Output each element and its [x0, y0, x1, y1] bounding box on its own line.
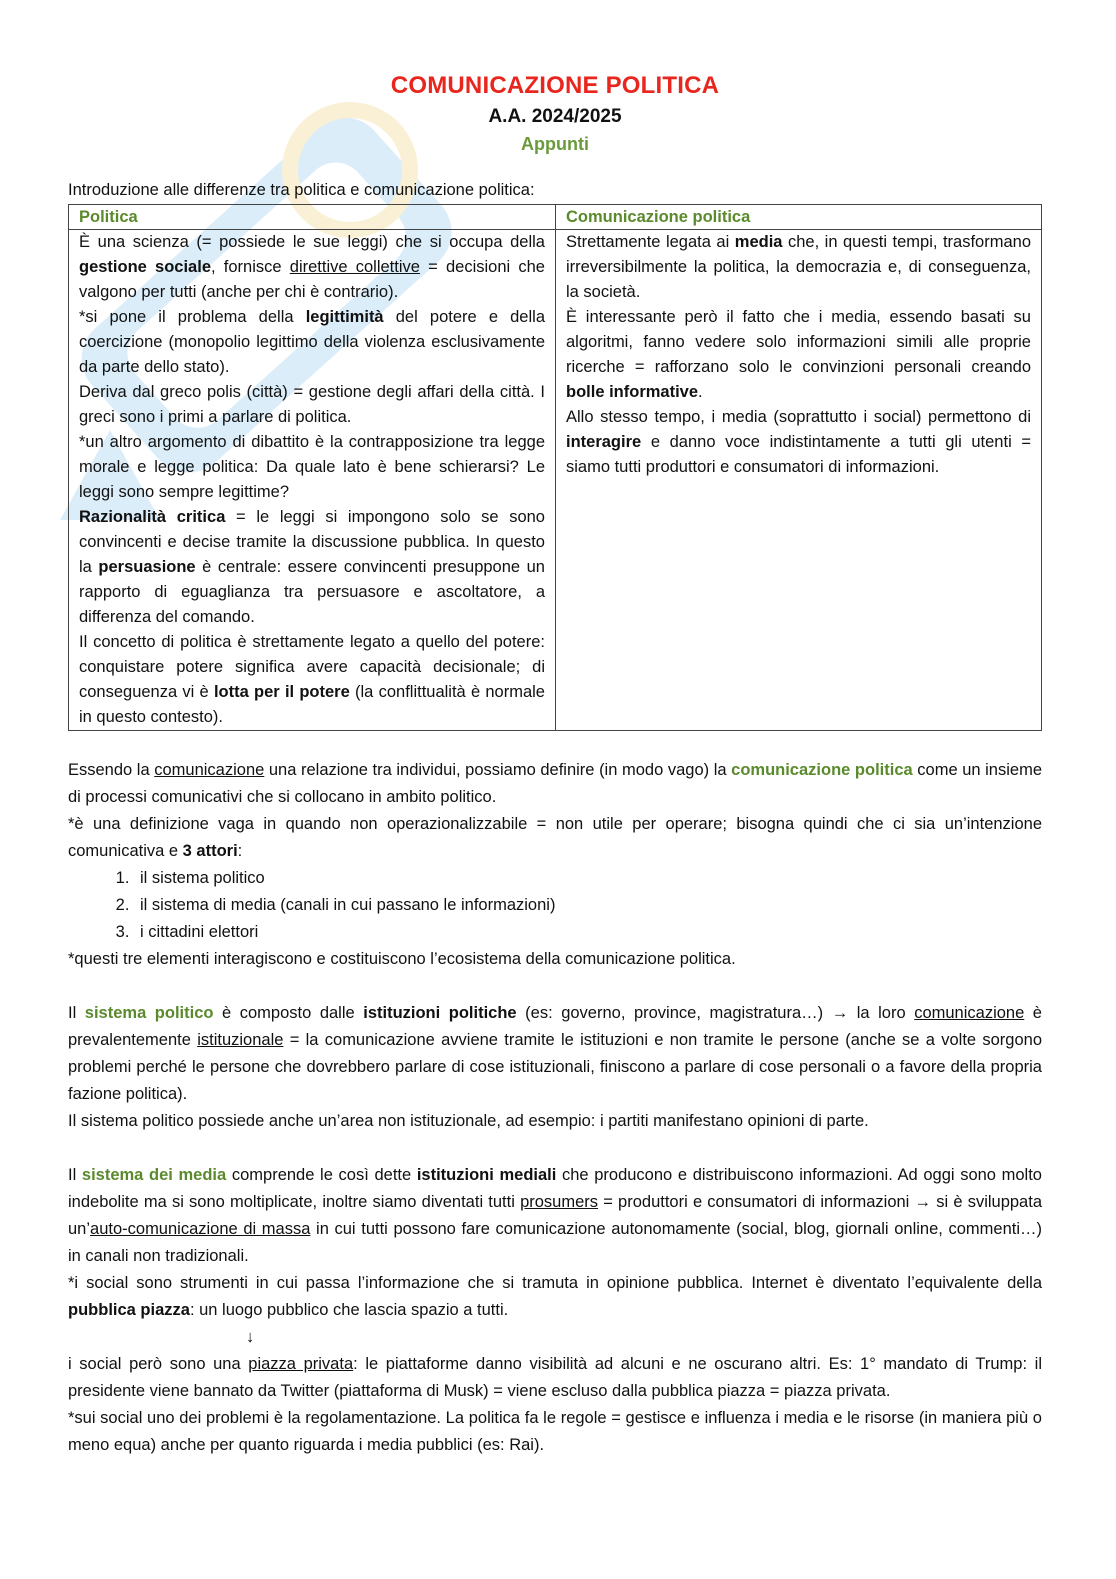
- politica-paragraph: Deriva dal greco polis (città) = gestione degli affari della città. I greci sono i primi a parlare di politica.: [79, 383, 545, 426]
- list-item: 1. il sistema politico: [134, 865, 1042, 892]
- definition-note: *è una definizione vaga in quando non operazionalizzabile = non utile per operare; bisogna quindi che ci sia un’intenzione comunicativa e 3 attori:: [68, 815, 1042, 860]
- list-item: 2. il sistema di media (canali in cui passano le informazioni): [134, 892, 1042, 919]
- actors-list: [68, 865, 1042, 946]
- comunicazione-cell: [556, 230, 1042, 731]
- politica-paragraph: Razionalità critica = le leggi si impongono solo se sono convincenti e decise tramite la discussione pubblica. In questo la persuasione è centrale: essere convincenti presuppone un rapporto di eguaglianza tra persuasore e ascoltatore, a differenza del comando.: [79, 508, 545, 626]
- social-note: *i social sono strumenti in cui passa l’informazione che si tramuta in opinione pubblica. Internet è diventato l’equivalente della pubblica piazza: un luogo pubblico che lascia spazio a tutti.: [68, 1274, 1042, 1319]
- table-header-comunicazione: Comunicazione politica: [556, 205, 1042, 230]
- definition-paragraph: Essendo la comunicazione una relazione tra individui, possiamo definire (in modo vago) la comunicazione politica come un insieme di processi comunicativi che si collocano in ambito politico.: [68, 761, 1042, 806]
- politica-paragraph: *un altro argomento di dibattito è la contrapposizione tra legge morale e legge politica: Da quale lato è bene schierarsi? Le leggi sono sempre legittime?: [79, 433, 545, 501]
- comparison-table: [68, 204, 1042, 731]
- non-institutional-paragraph: Il sistema politico possiede anche un’area non istituzionale, ad esempio: i partiti manifestano opinioni di parte.: [68, 1112, 869, 1130]
- list-item: 3. i cittadini elettori: [134, 919, 1042, 946]
- media-system-paragraph: Il sistema dei media comprende le così dette istituzioni mediali che producono e distribuiscono informazioni. Ad oggi sono molto indebolite ma si sono moltiplicate, inoltre siamo diventati tutti prosumers = produttori e consumatori di informazioni → si è sviluppata un’auto-comunicazione di massa in cui tutti possono fare comunicazione autonomamente (social, blog, giornali online, commenti…) in canali non tradizionali.: [68, 1166, 1042, 1265]
- document-title: COMUNICAZIONE POLITICA: [390, 72, 720, 99]
- table-header-politica: Politica: [69, 205, 556, 230]
- politica-paragraph: *si pone il problema della legittimità del potere e della coercizione (monopolio legittimo della violenza esclusivamente da parte dello stato).: [79, 308, 545, 376]
- comunicazione-paragraph: Strettamente legata ai media che, in questi tempi, trasformano irreversibilmente la politica, la democrazia e, di conseguenza, la società.: [566, 233, 1032, 301]
- ecosystem-note: *questi tre elementi interagiscono e costituiscono l’ecosistema della comunicazione politica.: [68, 950, 736, 968]
- politica-cell: [69, 230, 556, 731]
- academic-year: A.A. 2024/2025: [488, 106, 622, 127]
- political-system-paragraph: Il sistema politico è composto dalle istituzioni politiche (es: governo, province, magistratura…) → la loro comunicazione è prevalentemente istituzionale = la comunicazione avviene tramite le istituzioni e non tramite le persone (anche se a volte sorgono problemi perché le persone che dovrebbero parlare di cose istituzionali, finiscono a parlare di cose personali o a favore della propria fazione politica).: [68, 1004, 1042, 1103]
- comunicazione-paragraph: È interessante però il fatto che i media, essendo basati su algoritmi, fanno vedere solo informazioni simili alle proprie ricerche = rafforzano solo le convinzioni personali creando bolle informative.: [566, 308, 1031, 401]
- comunicazione-paragraph: Allo stesso tempo, i media (soprattutto i social) permettono di interagire e danno voce indistintamente a tutti gli utenti = siamo tutti produttori e consumatori di informazioni.: [566, 408, 1031, 476]
- politica-paragraph: È una scienza (= possiede le sue leggi) che si occupa della gestione sociale, fornisce direttive collettive = decisioni che valgono per tutti (anche per chi è contrario).: [79, 233, 545, 301]
- politica-paragraph: Il concetto di politica è strettamente legato a quello del potere: conquistare potere significa avere capacità decisionale; di conseguenza vi è lotta per il potere (la conflittualità è normale in questo contesto).: [79, 633, 545, 726]
- regulation-note: *sui social uno dei problemi è la regolamentazione. La politica fa le regole = gestisce e influenza i media e le risorse (in maniera più o meno equa) anche per quanto riguarda i media pubblici (es: Rai).: [68, 1409, 1042, 1454]
- intro-line: Introduzione alle differenze tra politica e comunicazione politica:: [68, 181, 535, 199]
- private-square-paragraph: i social però sono una piazza privata: le piattaforme danno visibilità ad alcuni e ne oscurano altri. Es: 1° mandato di Trump: il presidente viene bannato da Twitter (piattaforma di Musk) = viene escluso dalla pubblica piazza = piazza privata.: [68, 1355, 1042, 1400]
- down-arrow-icon: ↓: [246, 1328, 255, 1346]
- document-subtitle: Appunti: [521, 134, 589, 154]
